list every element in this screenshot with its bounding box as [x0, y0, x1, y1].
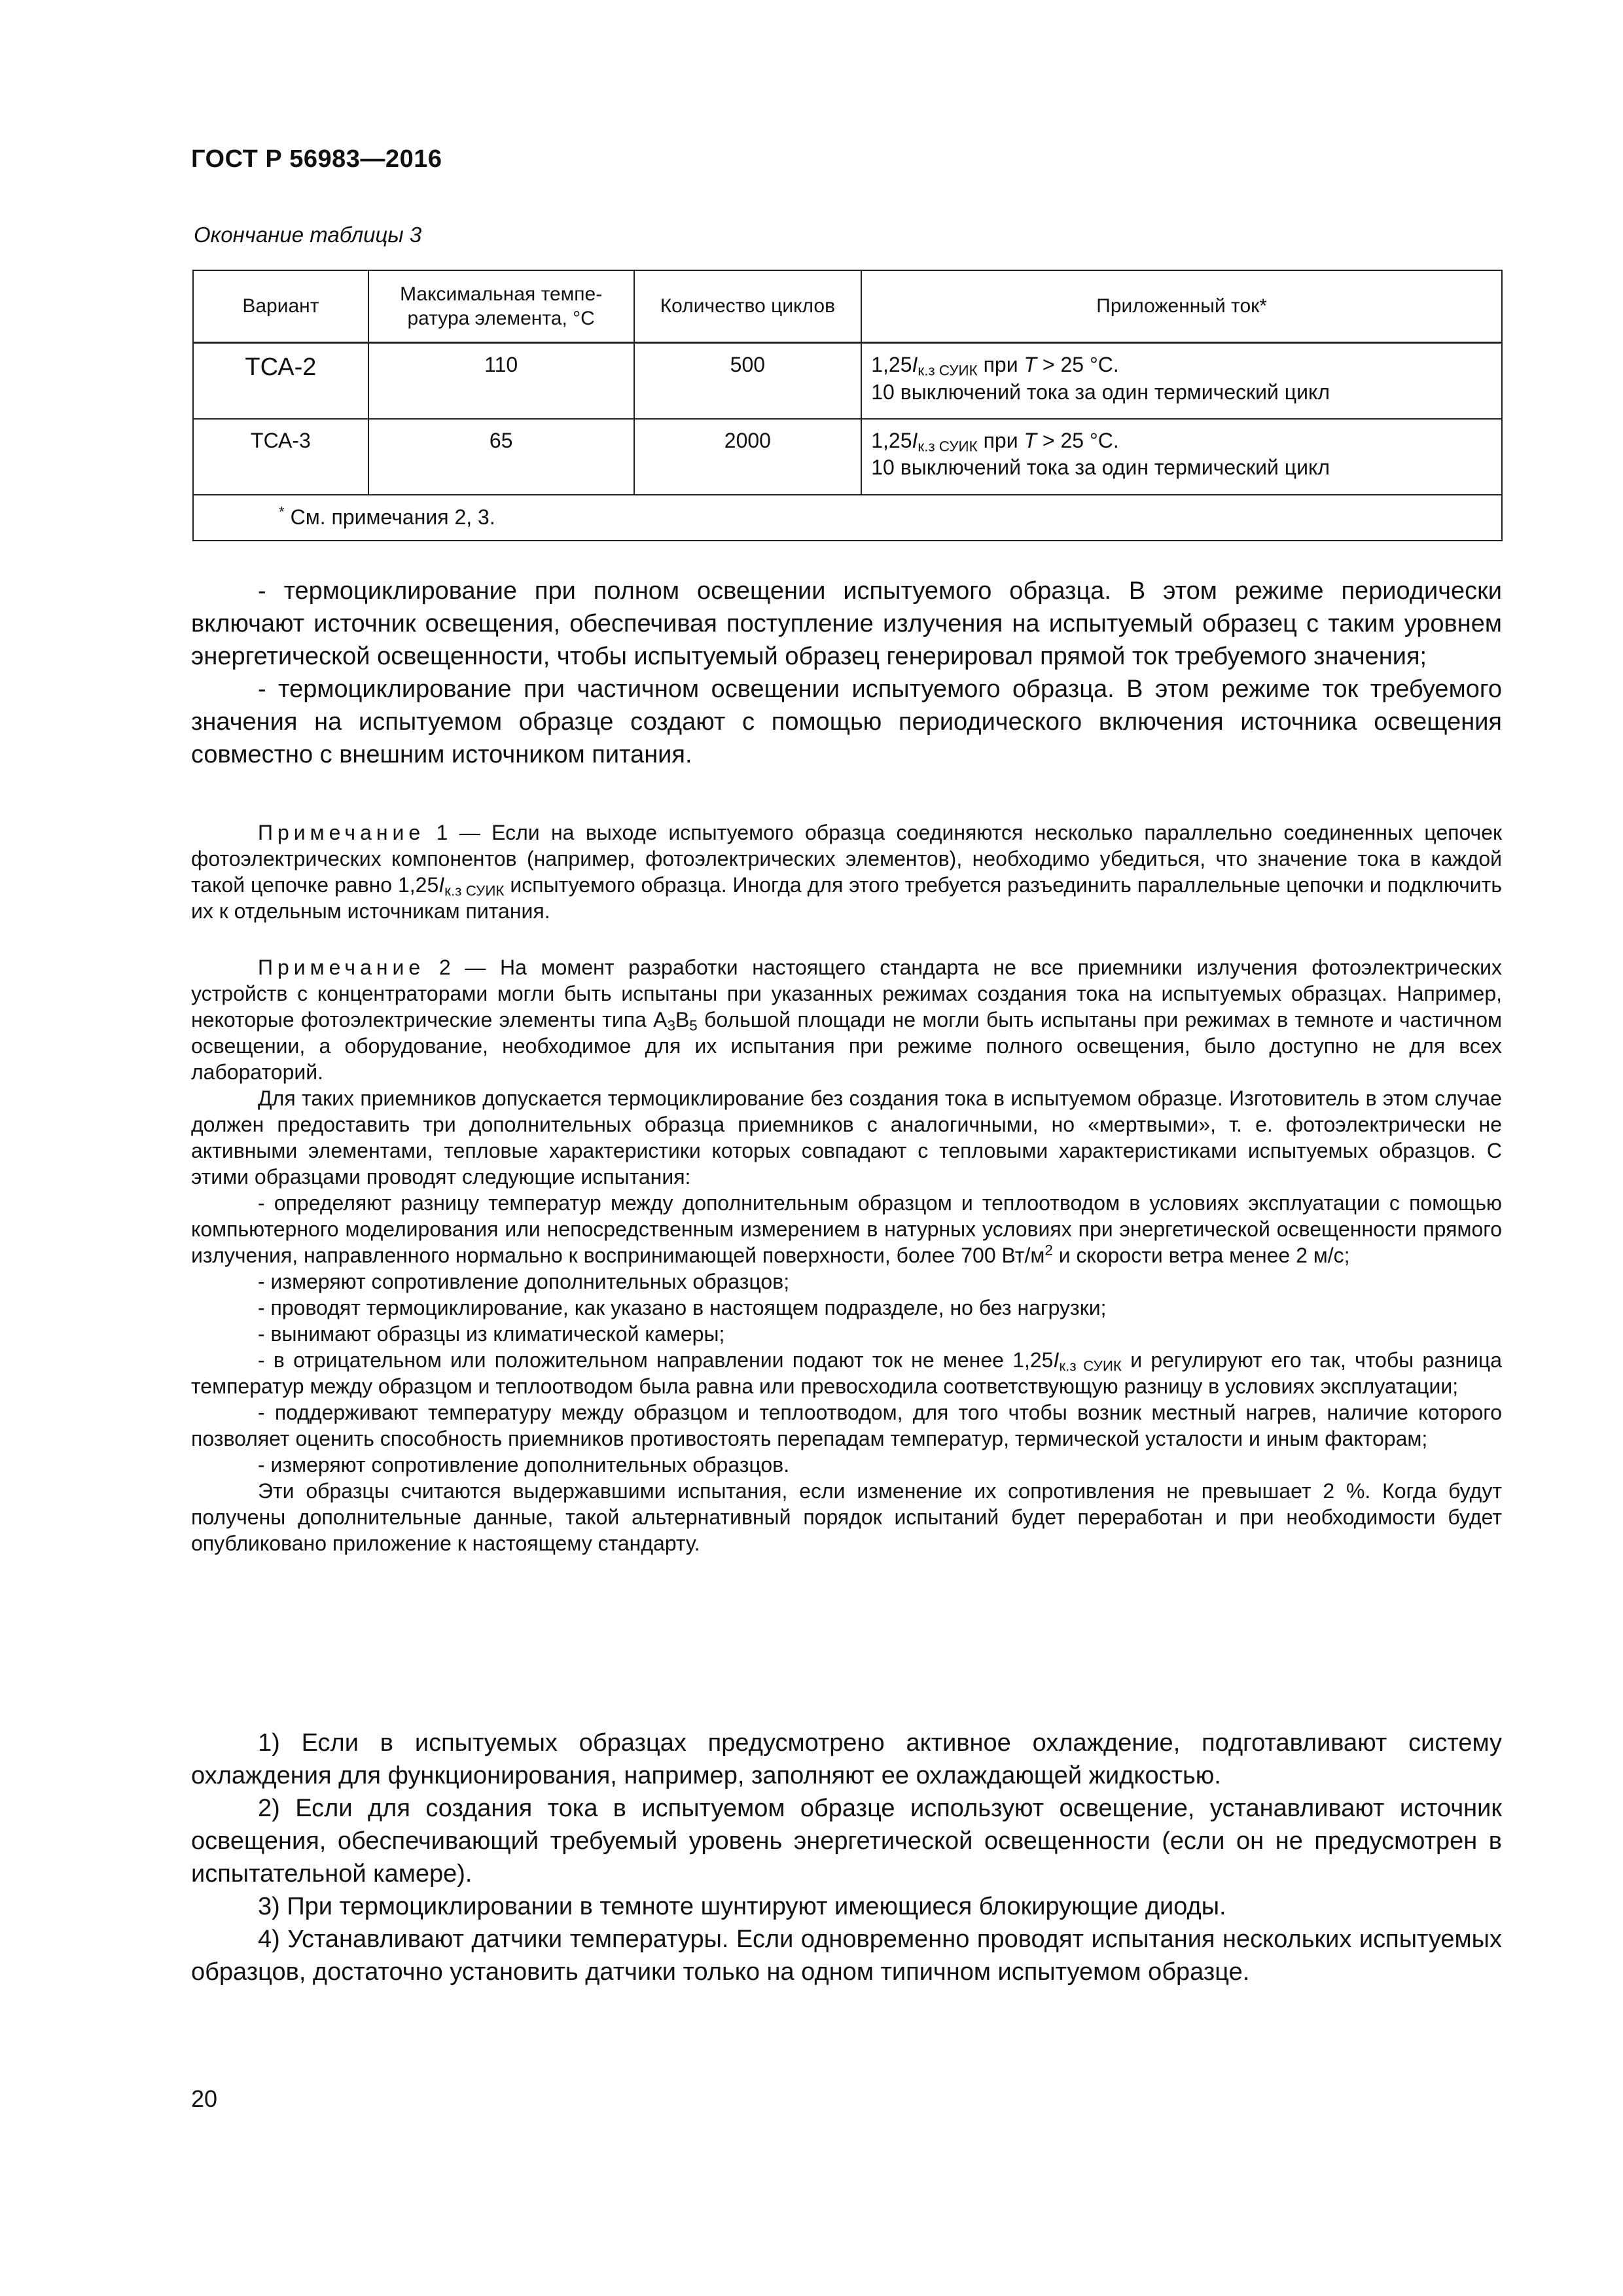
page-number: 20	[191, 2085, 218, 2112]
current-subscript: к.з СУИК	[918, 362, 978, 379]
column-header-variant: Вариант	[193, 270, 368, 343]
list-item: - измеряют сопротивление дополнительных образцов.	[258, 1453, 790, 1477]
current-condition-post: > 25 °C.	[1037, 428, 1119, 452]
cell-temperature: 65	[368, 419, 634, 495]
step-item: 1) Если в испытуемых образцах предусмотрено активное охлаждение, подготавливают систему охлаждения для функционирования, например, заполняют ее охлаждающей жидкостью.	[191, 1729, 1502, 1789]
step-item: 4) Устанавливают датчики температуры. Если одновременно проводят испытания нескольких испытуемых образцов, достаточно установить датчики только на одном типичном испытуемом образце.	[191, 1926, 1502, 1986]
body-section-modes	[191, 575, 1502, 771]
current-subscript: к.з СУИК	[1059, 1357, 1122, 1374]
current-value: 1,25	[871, 353, 912, 376]
table-row	[193, 343, 1502, 419]
paragraph-partial-illumination: - термоциклирование при частичном освещении испытуемого образца. В этом режиме ток требуемого значения на испытуемом образце создают с помощью периодического включения источника освещения совместно с внешним источником питания.	[191, 675, 1502, 768]
note-1	[191, 819, 1502, 924]
table-caption: Окончание таблицы 3	[194, 223, 422, 247]
cell-cycles: 2000	[634, 419, 862, 495]
note-paragraph-conclusion: Эти образцы считаются выдержавшими испытания, если изменение их сопротивления не превышает 2 %. Когда будут получены дополнительные данные, такой альтернативный порядок испытаний будет переработан и при необходимости будет опубликовано приложение к настоящему стандарту.	[191, 1479, 1502, 1555]
note-paragraph-alternative: Для таких приемников допускается термоциклирование без создания тока в испытуемом образце. Изготовитель в этом случае должен предоставить три дополнительных образца приемников с аналогичными, но «мертвыми», т. е. фотоэлектрически не активными элементами, тепловые характеристики которых совпадают с тепловыми характеристиками испытуемых образцов. С этими образцами проводят следующие испытания:	[191, 1086, 1502, 1189]
cell-current	[861, 343, 1502, 419]
step-item: 3) При термоциклировании в темноте шунтируют имеющиеся блокирующие диоды.	[258, 1893, 1226, 1920]
column-header-current: Приложенный ток*	[861, 270, 1502, 343]
column-header-temperature	[368, 270, 634, 343]
note-text-cont: большой площади не могли быть испытаны при режимах в темноте и частичном освещении, а оборудование, необходимое для их испытания при режиме полного освещения, было доступно не для всех лабораторий.	[191, 1008, 1503, 1084]
column-header-temperature-line1: Максимальная темпе-	[400, 283, 603, 305]
data-table	[192, 270, 1503, 541]
note-2	[191, 954, 1502, 1556]
cell-cycles: 500	[634, 343, 862, 419]
current-symbol: I	[438, 873, 445, 897]
footnote-mark: *	[279, 503, 285, 520]
current-symbol: I	[912, 353, 918, 376]
cell-variant: ТСА-2	[193, 343, 368, 419]
step-item: 2) Если для создания тока в испытуемом образце используют освещение, устанавливают источник освещения, обеспечивающий требуемый уровень энергетической освещенности (если он не предусмотрен в испытательной камере).	[191, 1795, 1502, 1888]
superscript-2: 2	[1044, 1242, 1053, 1259]
list-item: - проводят термоциклирование, как указано в настоящем подразделе, но без нагрузки;	[258, 1296, 1107, 1319]
column-header-temperature-line2: ратура элемента, °C	[407, 308, 595, 329]
table-footnote-row	[193, 495, 1502, 541]
current-symbol: I	[912, 428, 918, 452]
list-item: - измеряют сопротивление дополнительных образцов;	[258, 1270, 790, 1293]
current-subscript: к.з СУИК	[918, 438, 978, 455]
table-footnote	[193, 495, 1502, 541]
list-item: - поддерживают температуру между образцом и теплоотводом, для того чтобы возник местный нагрев, наличие которого позволяет оценить способность приемников противостоять перепадам температур, термической усталости и иным факторам;	[191, 1401, 1502, 1450]
list-item: - вынимают образцы из климатической камеры;	[258, 1322, 725, 1346]
table-row	[193, 419, 1502, 495]
note-label: Примечание	[258, 821, 425, 844]
current-detail: 10 выключений тока за один термический цикл	[871, 380, 1330, 404]
current-condition-pre: при	[983, 353, 1024, 376]
current-detail: 10 выключений тока за один термический цикл	[871, 456, 1330, 480]
list-item: - определяют разницу температур между дополнительным образцом и теплоотводом в условиях эксплуатации с помощью компьютерного моделирования или непосредственным измерением в натурных условиях при энергетической освещенности прямого излучения, направленного нормально к воспринимающей поверхности, более 700 Вт/м	[191, 1191, 1502, 1267]
current-symbol: I	[1053, 1348, 1060, 1372]
subscript-3: 3	[667, 1017, 675, 1034]
list-item-cont: и регулируют его так, чтобы разница температур между образцом и теплоотводом была равна или превосходила соответствующую разницу в условиях эксплуатации;	[191, 1348, 1503, 1398]
note-text: 2 — На момент разработки настоящего стандарта не все приемники излучения фотоэлектрических устройств с концентраторами могли быть испытаны при указанных режимах создания тока на испытуемых образцах. Например, некоторые фотоэлектрические элементы типа А	[191, 956, 1502, 1031]
table-header-row	[193, 270, 1502, 343]
current-condition-post: > 25 °C.	[1037, 353, 1119, 376]
note-text-cont: испытуемого образца. Иногда для этого требуется разъединить параллельные цепочки и подключить их к отдельным источникам питания.	[191, 873, 1503, 923]
subscript-5: 5	[689, 1017, 698, 1034]
list-item-cont: и скорости ветра менее 2 м/с;	[1052, 1244, 1350, 1267]
note-text: 1 — Если на выходе испытуемого образца соединяются несколько параллельно соединенных цепочек фотоэлектрических компонентов (например, фотоэлектрических элементов), необходимо убедиться, что значение тока в каждой такой цепочке равно 1,25	[191, 821, 1502, 897]
document-header: ГОСТ Р 56983—2016	[191, 145, 442, 173]
current-condition-pre: при	[983, 428, 1024, 452]
current-subscript: к.з СУИК	[444, 882, 505, 899]
paragraph-full-illumination: - термоциклирование при полном освещении испытуемого образца. В этом режиме периодически включают источник освещения, обеспечивая поступление излучения на испытуемый образец с таким уровнем энергетической освещенности, чтобы испытуемый образец генерировал прямой ток требуемого значения;	[191, 577, 1502, 670]
body-section-steps	[191, 1727, 1502, 1988]
list-item: - в отрицательном или положительном направлении подают ток не менее 1,25	[258, 1348, 1054, 1372]
note-label: Примечание	[258, 956, 425, 979]
cell-current	[861, 419, 1502, 495]
cell-temperature: 110	[368, 343, 634, 419]
cell-variant: ТСА-3	[193, 419, 368, 495]
temperature-symbol: T	[1024, 428, 1037, 452]
temperature-symbol: T	[1024, 353, 1037, 376]
footnote-text: См. примечания 2, 3.	[284, 505, 495, 529]
column-header-cycles: Количество циклов	[634, 270, 862, 343]
element-b: В	[675, 1008, 690, 1031]
current-value: 1,25	[871, 428, 912, 452]
